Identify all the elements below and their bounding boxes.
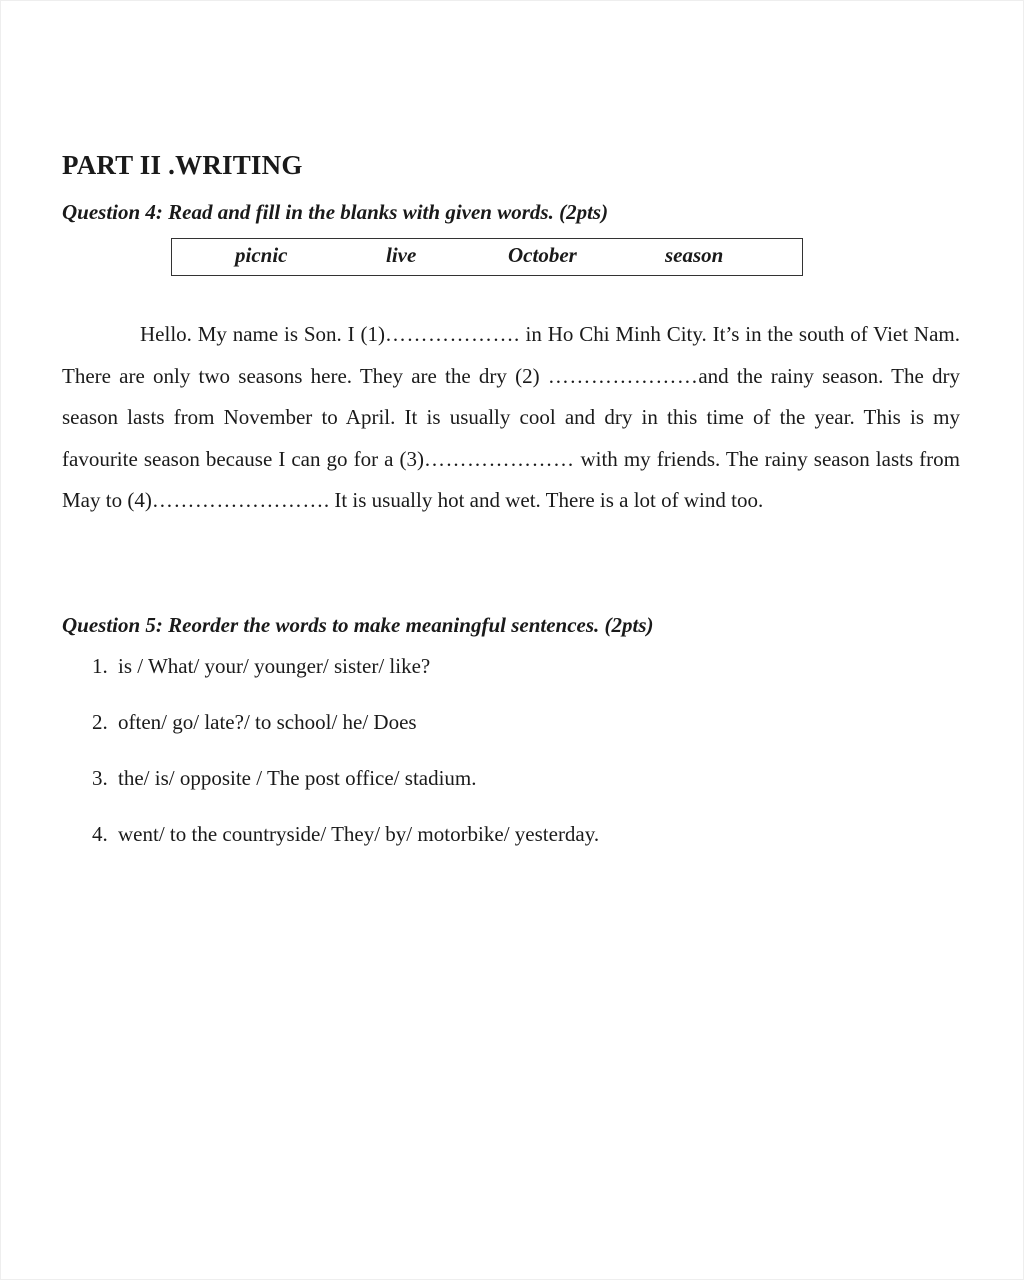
item-text: often/ go/ late?/ to school/ he/ Does bbox=[118, 710, 417, 734]
blank-1: ………………. bbox=[384, 322, 520, 346]
word-bank-item: live bbox=[386, 243, 417, 267]
part-title: PART II .WRITING bbox=[62, 150, 303, 180]
word-bank-item: October bbox=[508, 243, 577, 267]
reorder-list bbox=[92, 650, 599, 874]
fill-in-passage bbox=[62, 314, 960, 522]
question-4-heading: Question 4: Read and fill in the blanks with given words. (2pts) bbox=[62, 200, 609, 224]
list-item bbox=[92, 762, 599, 818]
item-text: is / What/ your/ younger/ sister/ like? bbox=[118, 654, 431, 678]
item-number: 2. bbox=[92, 710, 108, 734]
passage-text: . It is usually hot and wet. There is a lot of wind too. bbox=[323, 488, 764, 513]
list-item bbox=[92, 650, 599, 706]
passage-text: Hello. My name is Son. I (1) bbox=[140, 322, 385, 346]
item-number: 4. bbox=[92, 822, 108, 846]
blank-4: …………………… bbox=[151, 488, 324, 513]
list-item bbox=[92, 706, 599, 762]
item-number: 3. bbox=[92, 766, 108, 790]
item-text: went/ to the countryside/ They/ by/ motorbike/ yesterday. bbox=[118, 822, 600, 846]
question-5-heading: Question 5: Reorder the words to make meaningful sentences. (2pts) bbox=[62, 613, 654, 637]
list-item bbox=[92, 818, 599, 874]
blank-2: ………………… bbox=[547, 363, 699, 388]
item-text: the/ is/ opposite / The post office/ stadium. bbox=[118, 766, 477, 790]
blank-3: ………………… bbox=[423, 446, 575, 471]
passage-text: in Ho Chi Minh City. It’s in the south of Viet Nam. There are only two seasons here. They are the dry (2) bbox=[62, 322, 960, 388]
word-bank-item: season bbox=[665, 243, 724, 267]
item-number: 1. bbox=[92, 654, 108, 678]
word-bank-item: picnic bbox=[235, 243, 288, 267]
passage-text: with my friends. The rainy season lasts from May to (4) bbox=[62, 446, 960, 513]
word-bank-box bbox=[171, 238, 803, 276]
passage-text: and the rainy season. The dry season lasts from November to April. It is usually cool and dry in this time of the year. This is my favourite season because I can go for a (3) bbox=[62, 363, 961, 471]
